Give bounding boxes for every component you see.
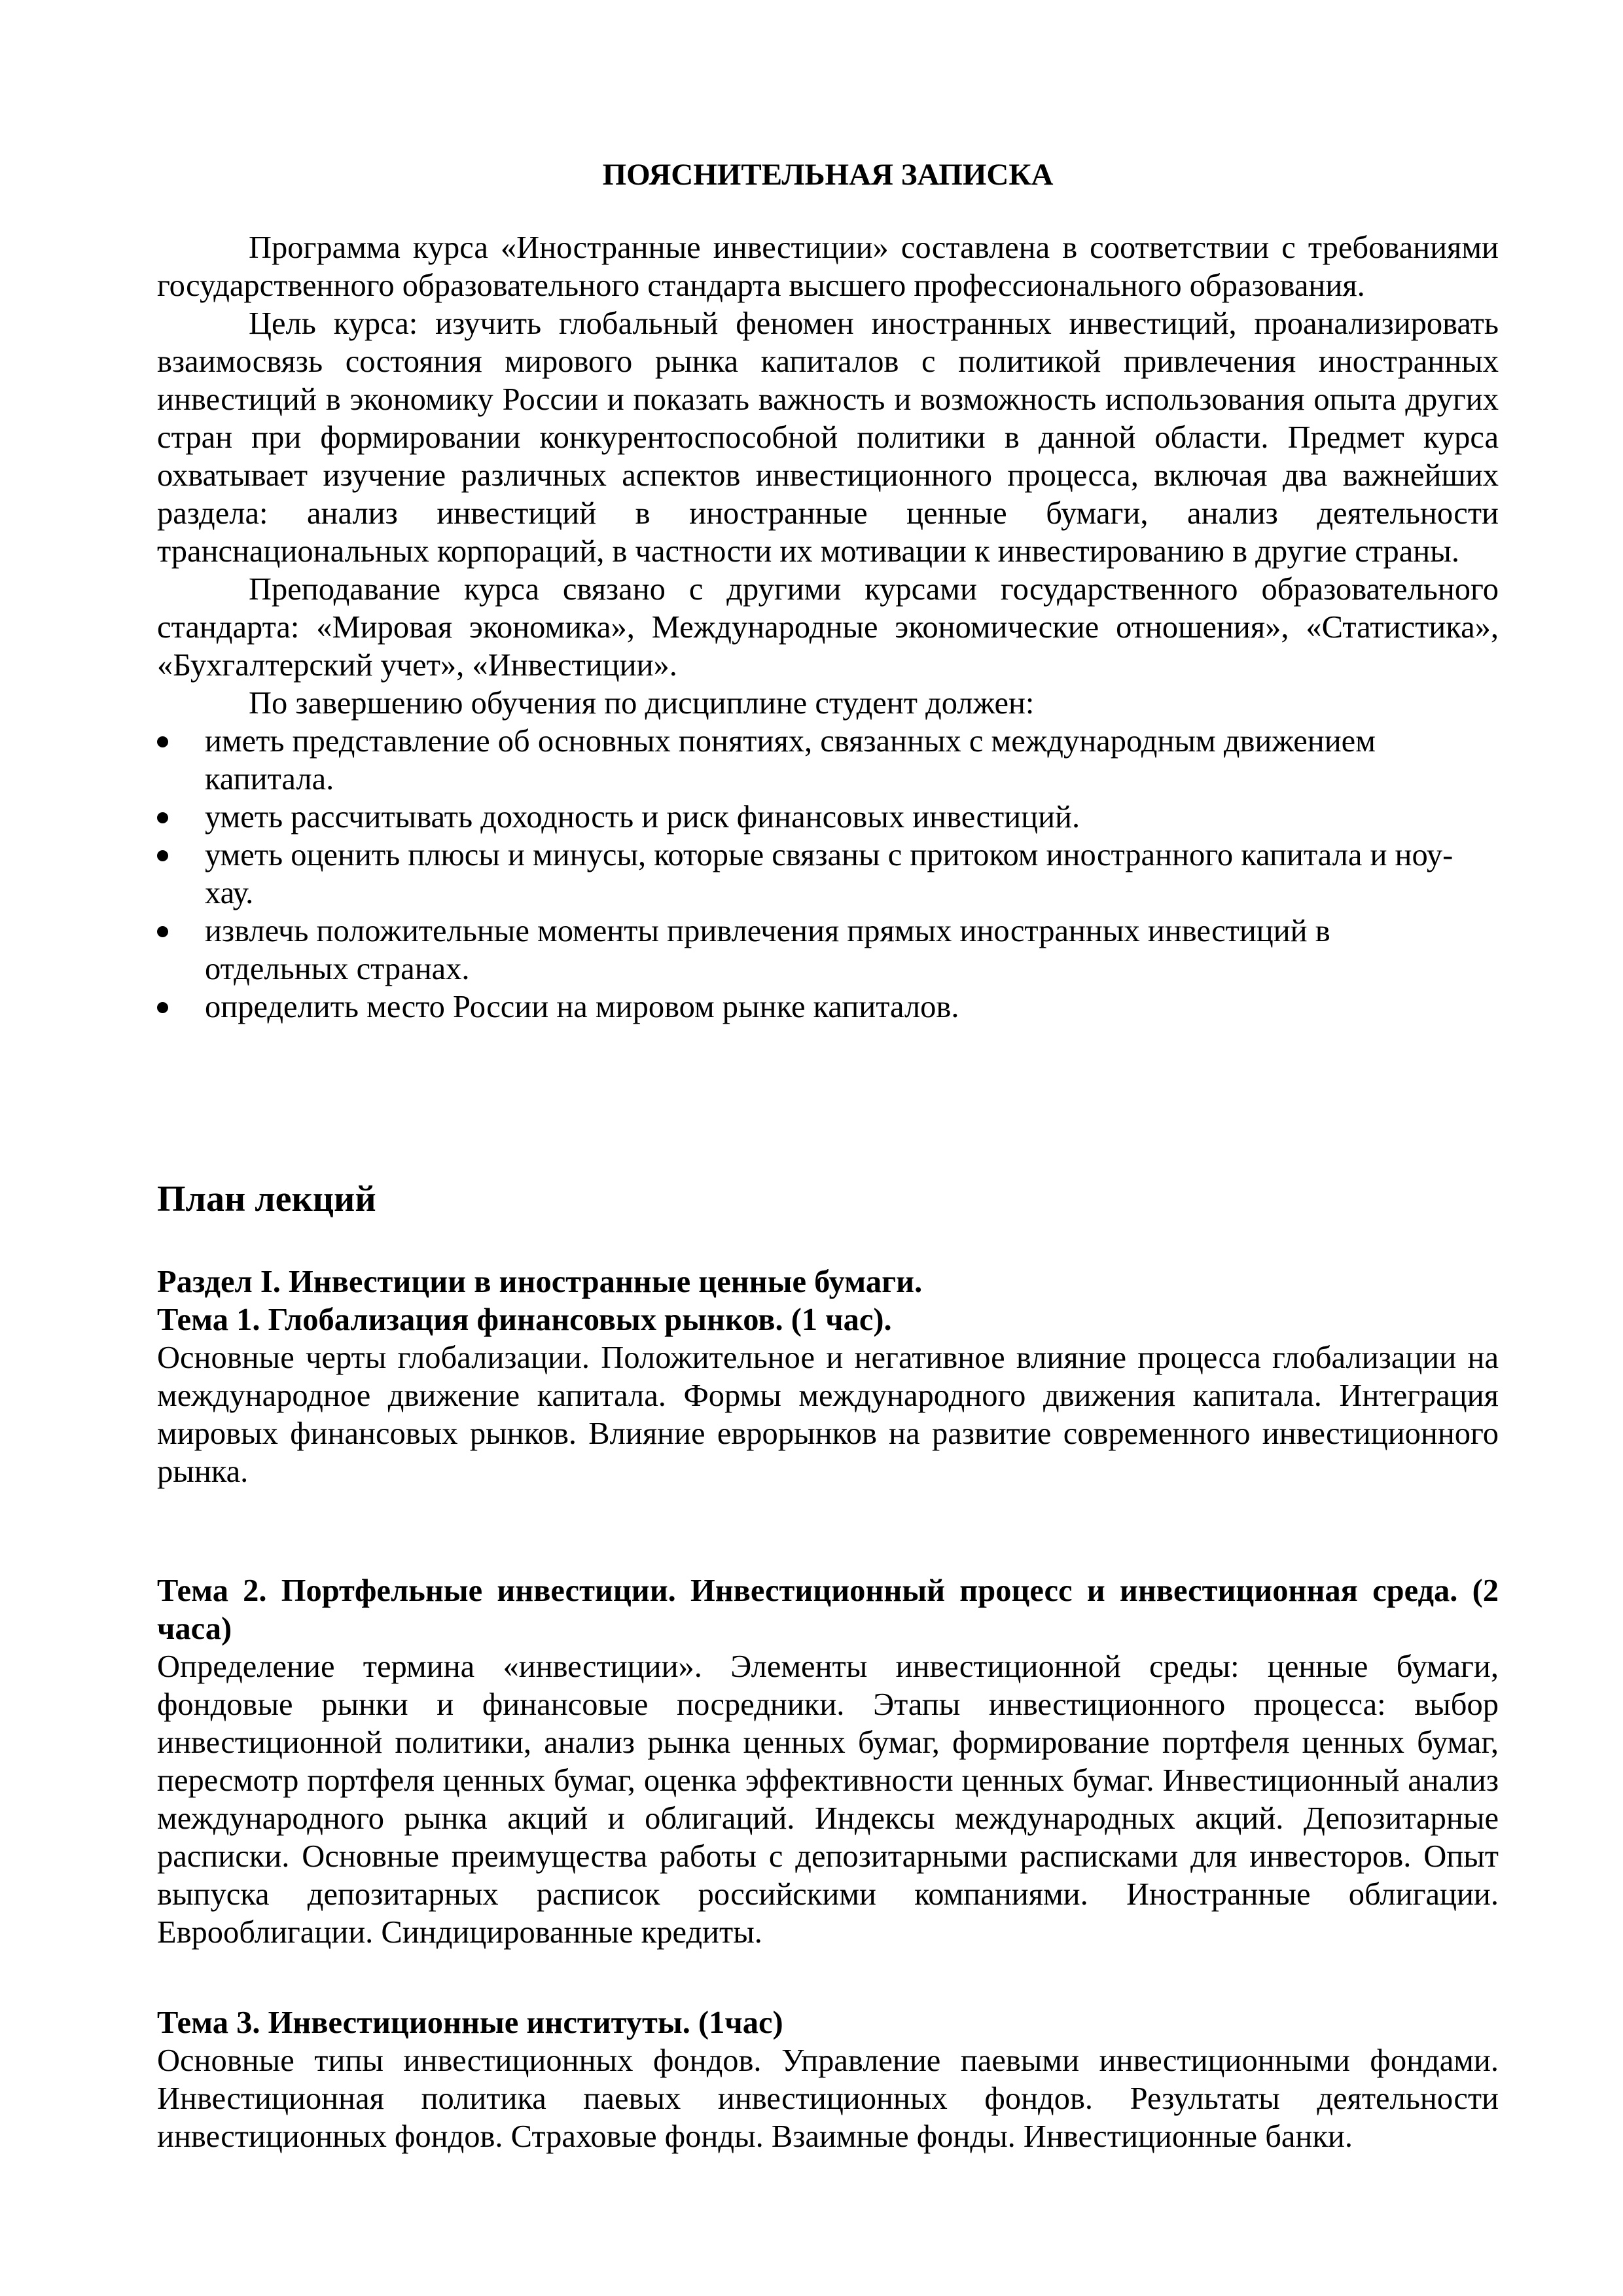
- topic-2-heading: Тема 2. Портфельные инвестиции. Инвестиционный процесс и инвестиционная среда. (2 часа): [157, 1573, 1499, 1646]
- topic-1-heading: Тема 1. Глобализация финансовых рынков. (1 час).: [157, 1302, 892, 1337]
- goal-item: [157, 798, 1499, 836]
- document-title: ПОЯСНИТЕЛЬНАЯ ЗАПИСКА: [602, 158, 1054, 192]
- goal-item: [157, 723, 1499, 798]
- goals-list: [157, 723, 1499, 1026]
- lecture-plan-title: План лекций: [157, 1179, 376, 1219]
- goal-text: извлечь положительные моменты привлечения прямых иностранных инвестиций в отдельных странах.: [205, 914, 1330, 986]
- intro-paragraph-program: Программа курса «Иностранные инвестиции» составлена в соответствии с требованиями государственного образовательного стандарта высшего профессионального образования.: [157, 230, 1499, 303]
- goal-text: определить место России на мировом рынке капиталов.: [205, 990, 959, 1024]
- topic-3-heading: Тема 3. Инвестиционные институты. (1час): [157, 2005, 783, 2040]
- bullet-icon: [157, 812, 168, 823]
- topic-1-block: [157, 1263, 1499, 1491]
- goal-item: [157, 912, 1499, 988]
- intro-section: [157, 229, 1499, 1026]
- goal-item: [157, 836, 1499, 912]
- lecture-plan: [157, 1178, 1499, 1220]
- topic-1-body: Основные черты глобализации. Положительное и негативное влияние процесса глобализации на международное движение капитала. Формы международного движения капитала. Интеграция мировых финансовых рынков. Влияние еврорынков на развитие современного инвестиционного рынка.: [157, 1340, 1499, 1489]
- goal-text: иметь представление об основных понятиях, связанных с международным движением капитала.: [205, 724, 1376, 797]
- goal-text: уметь оценить плюсы и минусы, которые связаны с притоком иностранного капитала и ноу-хау.: [205, 838, 1454, 910]
- topic-2-body: Определение термина «инвестиции». Элементы инвестиционной среды: ценные бумаги, фондовые рынки и финансовые посредники. Этапы инвестиционного процесса: выбор инвестиционной политики, анализ рынка ценных бумаг, формирование портфеля ценных бумаг, пересмотр портфеля ценных бумаг, оценка эффективности ценных бумаг. Инвестиционный анализ международного рынка акций и облигаций. Индексы международных акций. Депозитарные расписки. Основные преимущества работы с депозитарными расписками для инвесторов. Опыт выпуска депозитарных расписок российскими компаниями. Иностранные облигации. Еврооблигации. Синдицированные кредиты.: [157, 1649, 1499, 1950]
- topic-3-block: [157, 2004, 1499, 2156]
- topic-3-body: Основные типы инвестиционных фондов. Управление паевыми инвестиционными фондами. Инвестиционная политика паевых инвестиционных фондов. Результаты деятельности инвестиционных фондов. Страховые фонды. Взаимные фонды. Инвестиционные банки.: [157, 2043, 1499, 2154]
- intro-paragraph-teaching: Преподавание курса связано с другими курсами государственного образовательного стандарта: «Мировая экономика», Международные экономические отношения», «Статистика», «Бухгалтерский учет», «Инвестиции».: [157, 572, 1499, 683]
- intro-paragraph-completion: По завершению обучения по дисциплине студент должен:: [249, 686, 1035, 721]
- goal-text: уметь рассчитывать доходность и риск финансовых инвестиций.: [205, 800, 1080, 834]
- intro-paragraph-goal: Цель курса: изучить глобальный феномен иностранных инвестиций, проанализировать взаимосвязь состояния мирового рынка капиталов с политикой привлечения иностранных инвестиций в экономику России и показать важность и возможность использования опыта других стран при формировании конкурентоспособной политики в данной области. Предмет курса охватывает изучение различных аспектов инвестиционного процесса, включая два важнейших раздела: анализ инвестиций в иностранные ценные бумаги, анализ деятельности транснациональных корпораций, в частности их мотивации к инвестированию в другие страны.: [157, 306, 1499, 569]
- bullet-icon: [157, 926, 168, 937]
- bullet-icon: [157, 850, 168, 861]
- bullet-icon: [157, 736, 168, 747]
- bullet-icon: [157, 1002, 168, 1013]
- section-1-heading: Раздел I. Инвестиции в иностранные ценные бумаги.: [157, 1265, 923, 1299]
- goal-item: [157, 988, 1499, 1026]
- topic-2-block: [157, 1572, 1499, 1952]
